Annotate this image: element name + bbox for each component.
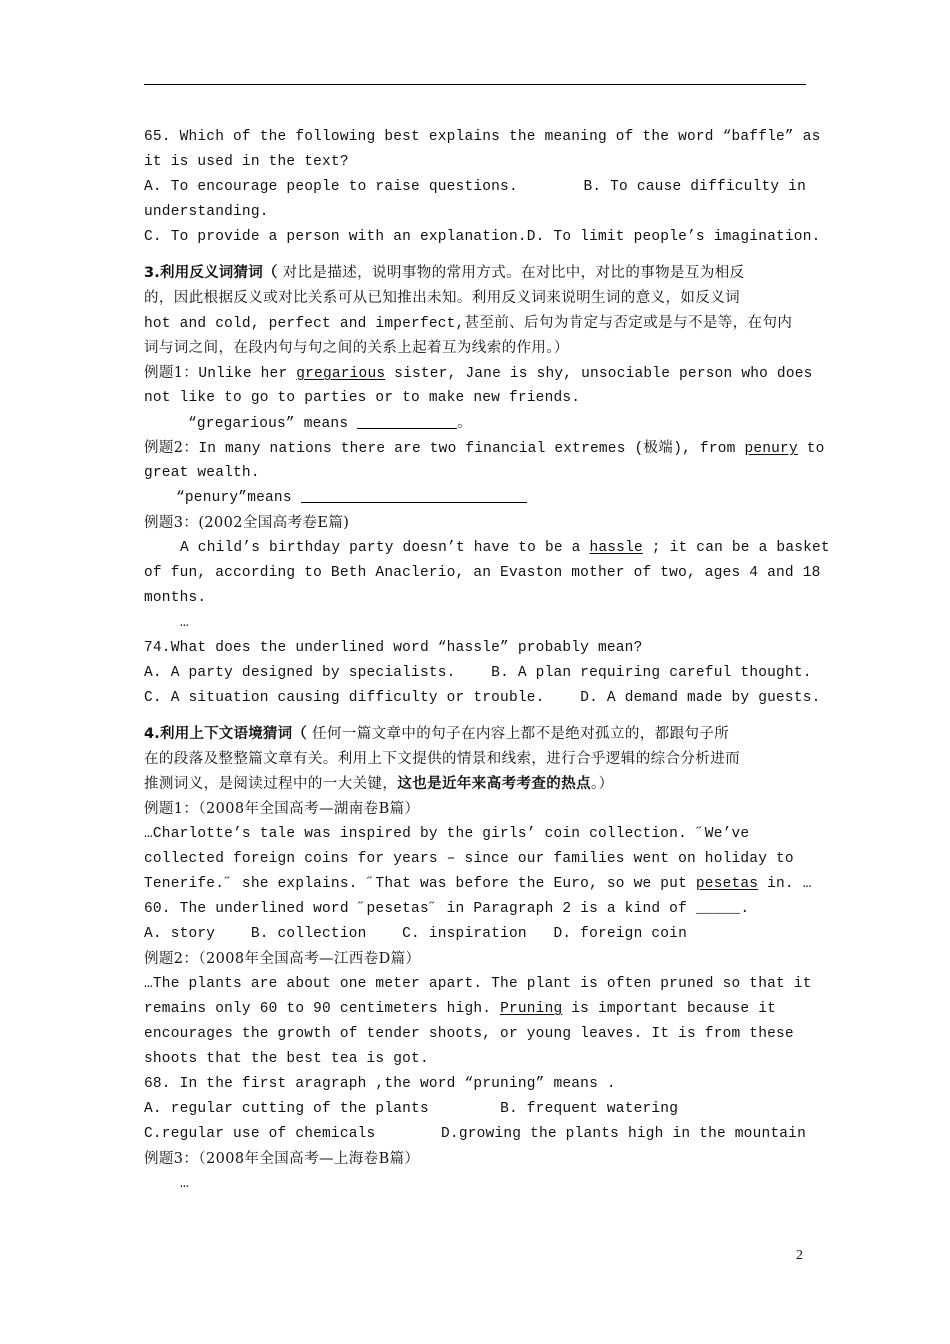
sec4-ex1-text1: …Charlotte’s tale was inspired by the girls’ coin collection. ˝We’ve — [144, 826, 750, 842]
q60-options: A. story B. collection C. inspiration D. foreign coin — [144, 926, 687, 942]
sec3-ex3-post: ; it can be a basket — [642, 540, 830, 556]
sec3-ex2-question — [144, 486, 806, 511]
sec3-ex1-blank — [357, 413, 457, 429]
sec3-ex2-mid: ), from — [673, 441, 745, 457]
q65-options-cd — [144, 225, 821, 250]
sec4-ex1-l3-post: in. … — [758, 876, 812, 892]
q68-stem: 68. In the first aragraph ,the word “pruning” means . — [144, 1076, 616, 1092]
sec4-ex2-word: Pruning — [500, 1001, 563, 1017]
sec4-ex2-l2-post: is important because it — [562, 1001, 777, 1017]
sec4-ex1-label: 例题1：（2008年全国高考—湖南卷B篇） — [144, 801, 420, 817]
sec3-desc-2: 的，因此根据反义或对比关系可从已知推出未知。利用反义词来说明生词的意义，如反义词 — [144, 290, 740, 306]
sec3-ex2-word: penury — [744, 441, 798, 457]
q65-option-b: B. To cause difficulty in — [583, 179, 806, 195]
sec4-ex1-line2 — [144, 847, 806, 872]
q68-option-c: C.regular use of chemicals — [144, 1126, 376, 1142]
q65-line1 — [144, 125, 821, 150]
sec3-ex2-pre: In many nations there are two financial extremes ( — [198, 441, 644, 457]
q60-blank: _____ — [695, 901, 741, 917]
sec4-heading-line — [144, 722, 806, 747]
sec3-ex1-word: gregarious — [296, 366, 386, 382]
sec3-ex3-line3: months. — [144, 590, 207, 606]
q68-option-d: D.growing the plants high in the mountain — [441, 1126, 806, 1142]
header-rule — [144, 84, 806, 85]
sec3-ex1-question — [144, 411, 806, 436]
sec3-heading-line — [144, 261, 806, 286]
q74-option-a: A. A party designed by specialists. — [144, 665, 456, 681]
page-content — [144, 125, 830, 1197]
sec3-ex2-label: 例题2： — [144, 440, 199, 456]
sec4-desc-2: 在的段落及整整篇文章有关。利用上下文提供的情景和线索，进行合乎逻辑的综合分析进而 — [144, 751, 740, 767]
sec4-ex3-label: 例题3：（2008年全国高考—上海卷B篇） — [144, 1151, 420, 1167]
sec3-desc-3-cn: 甚至前、后句为肯定与否定或是与不是等，在句内 — [464, 315, 793, 331]
q74-option-c: C. A situation causing difficulty or trouble. — [144, 690, 545, 706]
sec4-desc-3b: 这也是近年来高考考查的热点 — [397, 776, 592, 792]
q74-option-d: D. A demand made by guests. — [580, 690, 821, 706]
q68-option-b: B. frequent watering — [500, 1101, 679, 1117]
q60-pre: 60. The underlined word ˝pesetas˝ in Paragraph 2 is a kind of — [144, 901, 696, 917]
sec4-ex2-label: 例题2：（2008年全国高考—江西卷D篇） — [144, 951, 421, 967]
q65-option-c: C. To provide a person with an explanation. — [144, 229, 527, 245]
sec4-ex1-line3 — [144, 872, 812, 897]
sec4-desc-3a: 推测词义，是阅读过程中的一大关键， — [144, 776, 398, 792]
sec3-ex2-q: “penury”means — [176, 490, 301, 506]
sec3-desc-3-en: hot and cold, perfect and imperfect, — [144, 316, 465, 332]
q65-options-ab — [144, 175, 806, 200]
sec3-ex2-cn: 极端 — [643, 440, 674, 456]
sec3-ex1-line2: not like to go to parties or to make new friends. — [144, 390, 581, 406]
sec3-ellipsis: … — [180, 615, 189, 631]
sec4-ex2-line4: shoots that the best tea is got. — [144, 1051, 429, 1067]
sec4-ex1-word: pesetas — [695, 876, 759, 892]
q65-option-b-cont: understanding. — [144, 204, 269, 220]
sec4-desc-3 — [144, 772, 806, 797]
sec3-ex3-line2: of fun, according to Beth Anaclerio, an Evaston mother of two, ages 4 and 18 — [144, 565, 821, 581]
sec3-ex1-line1 — [144, 361, 813, 386]
q65-text1: 65. Which of the following best explains the meaning of the word “baffle” as — [144, 129, 821, 145]
sec4-ex1-line1 — [144, 822, 806, 847]
sec3-ex1-end: 。 — [457, 415, 473, 431]
q74-options-cd — [144, 686, 821, 711]
sec3-ex2-line2: great wealth. — [144, 465, 260, 481]
sec3-ex1-pre: Unlike her — [198, 366, 297, 382]
sec4-ex2-line3: encourages the growth of tender shoots, or young leaves. It is from these — [144, 1026, 794, 1042]
sec3-ex1-q: “gregarious” means — [188, 416, 358, 432]
sec4-desc-3c: 。） — [591, 776, 614, 792]
sec3-ex2-blank — [301, 487, 527, 503]
sec4-ex2-line1 — [144, 972, 812, 997]
sec3-ex2-line1 — [144, 436, 825, 461]
sec3-ex2-post: to — [797, 441, 825, 457]
sec4-ex2-line2 — [144, 997, 806, 1022]
q60-stem — [144, 897, 806, 922]
q65-option-a: A. To encourage people to raise questions. — [144, 179, 518, 195]
sec3-ex1-post: sister, Jane is shy, unsociable person who does — [385, 366, 813, 382]
sec3-desc-1: 对比是描述，说明事物的常用方式。在对比中，对比的事物是互为相反 — [277, 265, 745, 281]
sec4-heading: 4.利用上下文语境猜词（ — [144, 726, 307, 742]
sec4-ex1-text2: collected foreign coins for years – since our families went on holiday to — [144, 851, 794, 867]
sec3-desc-3 — [144, 311, 806, 336]
sec3-ex3-line1 — [144, 536, 830, 561]
sec3-ex1-label: 例题1： — [144, 365, 199, 381]
q60-post: . — [740, 901, 750, 917]
sec3-ex3-label: 例题3：(2002全国高考卷E篇) — [144, 515, 350, 531]
page-number: 2 — [796, 1248, 803, 1263]
sec4-ex2-l2-pre: remains only 60 to 90 centimeters high. — [144, 1001, 501, 1017]
sec4-ex2-text1: …The plants are about one meter apart. The plant is often pruned so that it — [144, 976, 812, 992]
q68-options-cd — [144, 1122, 806, 1147]
q74-stem: 74.What does the underlined word “hassle” probably mean? — [144, 640, 643, 656]
q65-option-d: D. To limit people’s imagination. — [526, 229, 821, 245]
sec4-ellipsis: … — [180, 1176, 189, 1192]
sec3-heading: 3.利用反义词猜词（ — [144, 265, 278, 281]
sec4-desc-1: 任何一篇文章中的句子在内容上都不是绝对孤立的，都跟句子所 — [307, 726, 730, 742]
sec3-desc-4: 词与词之间，在段内句与句之间的关系上起着互为线索的作用。） — [144, 340, 569, 356]
sec4-ex1-l3-pre: Tenerife.˝ she explains. ˝That was before the Euro, so we put — [144, 876, 696, 892]
sec3-ex3-word: hassle — [589, 540, 643, 556]
q68-option-a: A. regular cutting of the plants — [144, 1101, 429, 1117]
sec3-ex3-pre: A child’s birthday party doesn’t have to be a — [180, 540, 590, 556]
q74-options-ab — [144, 661, 812, 686]
q68-options-ab — [144, 1097, 806, 1122]
q74-option-b: B. A plan requiring careful thought. — [491, 665, 812, 681]
q65-line2: it is used in the text? — [144, 154, 349, 170]
